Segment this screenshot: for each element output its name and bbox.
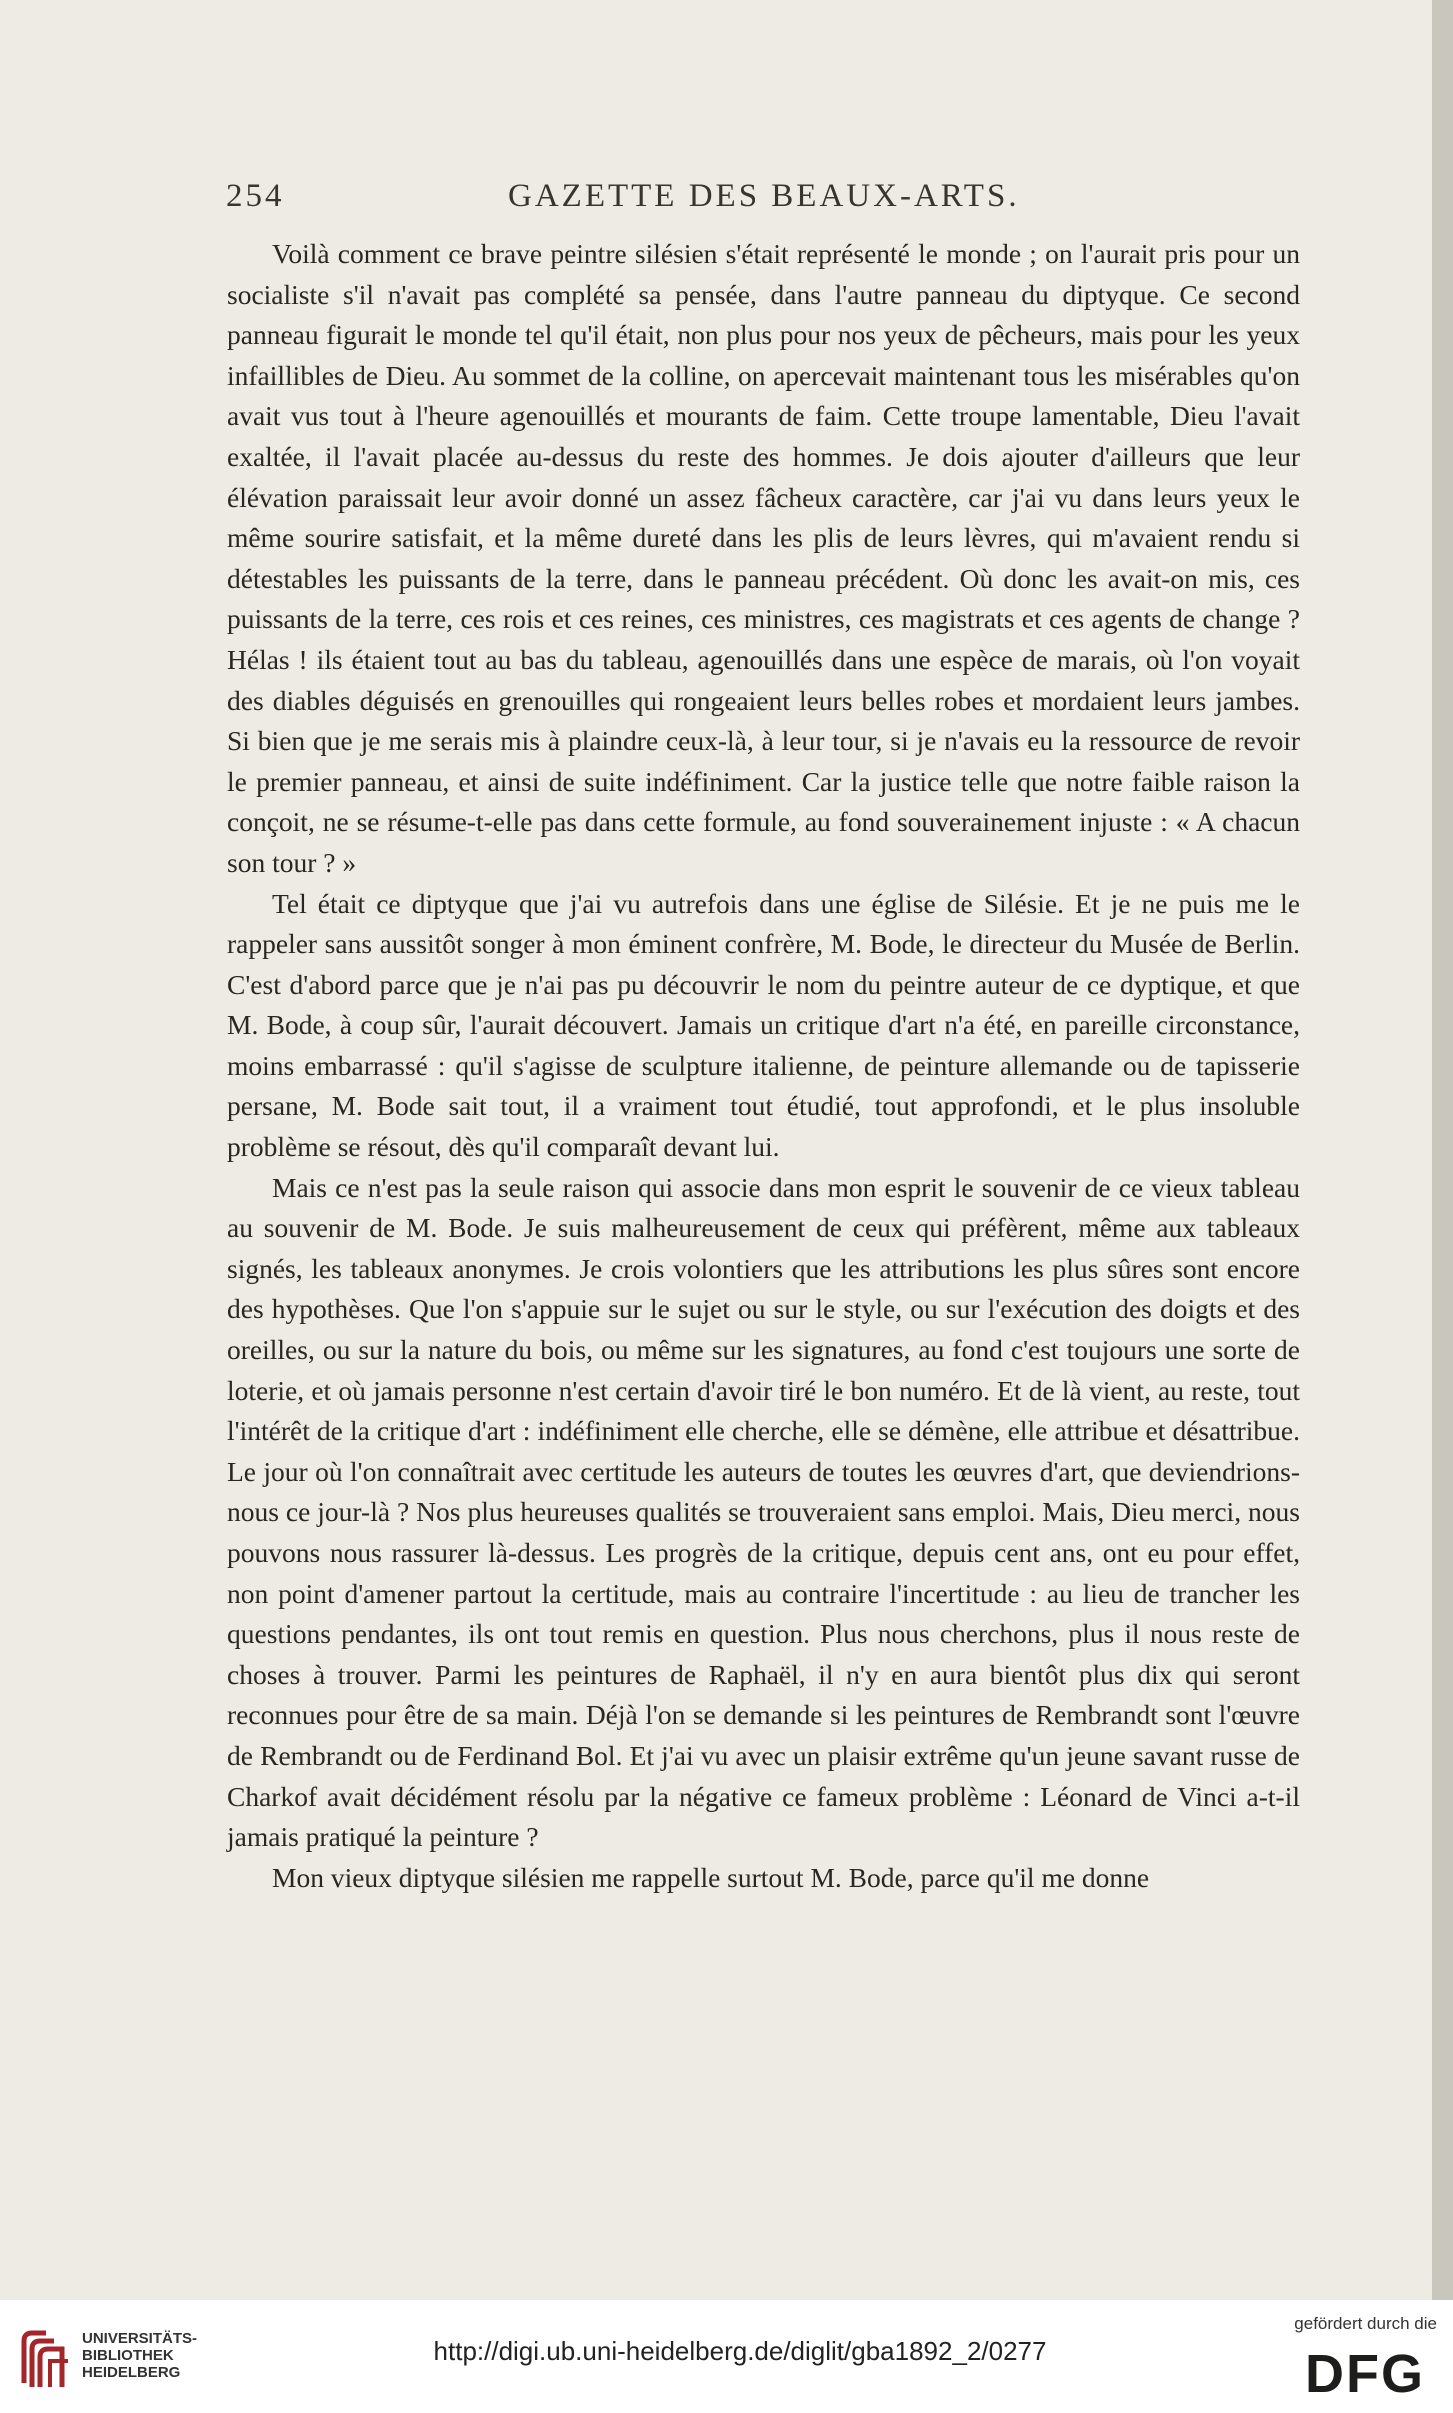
page-edge bbox=[1432, 0, 1453, 2300]
journal-title: GAZETTE DES BEAUX-ARTS. bbox=[508, 178, 1020, 214]
library-name-line: UNIVERSITÄTS- bbox=[82, 2330, 198, 2347]
article-body bbox=[227, 234, 1300, 1898]
library-name bbox=[82, 2330, 197, 2381]
footer-bar bbox=[0, 2300, 1453, 2413]
dfg-logo-text: DFG bbox=[1305, 2344, 1425, 2400]
permalink-url[interactable]: http://digi.ub.uni-heidelberg.de/diglit/gba1892_2/0277 bbox=[433, 2336, 1047, 2366]
library-name-line: HEIDELBERG bbox=[82, 2364, 181, 2381]
library-name-line: BIBLIOTHEK bbox=[82, 2347, 174, 2364]
paragraph: Mais ce n'est pas la seule raison qui associe dans mon esprit le souvenir de ce vieux tableau au souvenir de M. Bode. Je suis malheureusement de ceux qui préfèrent, même aux tableaux signés, les tableaux anonymes. Je crois volontiers que les attributions les plus sûres sont encore des hypothèses. Que l'on s'appuie sur le sujet ou sur le style, ou sur l'exécution des doigts et des oreilles, ou sur la nature du bois, ou même sur les signatures, au fond c'est toujours une sorte de loterie, et où jamais personne n'est certain d'avoir tiré le bon numéro. Et de là vient, au reste, tout l'intérêt de la critique d'art : indéfiniment elle cherche, elle se démène, elle attribue et désattribue. Le jour où l'on connaîtrait avec certitude les auteurs de toutes les œuvres d'art, que deviendrions-nous ce jour-là ? Nos plus heureuses qualités se trouveraient sans emploi. Mais, Dieu merci, nous pouvons nous rassurer là-dessus. Les progrès de la critique, depuis cent ans, ont eu pour effet, non point d'amener partout la certitude, mais au contraire l'incertitude : au lieu de trancher les questions pendantes, ils ont tout remis en question. Plus nous cherchons, plus il nous reste de choses à trouver. Parmi les peintures de Raphaël, il n'y en aura bientôt plus dix qui seront reconnues pour être de sa main. Déjà l'on se demande si les peintures de Rembrandt sont l'œuvre de Rembrandt ou de Ferdinand Bol. Et j'ai vu avec un plaisir extrême qu'un jeune savant russe de Charkof avait décidément résolu par la négative ce fameux problème : Léonard de Vinci a-t-il jamais pratiqué la peinture ? bbox=[227, 1171, 1300, 1853]
paragraph: Tel était ce diptyque que j'ai vu autrefois dans une église de Silésie. Et je ne puis me le rappeler sans aussitôt songer à mon éminent confrère, M. Bode, le directeur du Musée de Berlin. C'est d'abord parce que je n'ai pas pu découvrir le nom du peintre auteur de ce dyptique, et que M. Bode, à coup sûr, l'aurait découvert. Jamais un critique d'art n'a été, en pareille circonstance, moins embarrassé : qu'il s'agisse de sculpture italienne, de peinture allemande ou de tapisserie persane, M. Bode sait tout, il a vraiment tout étudié, tout approfondi, et le plus insoluble problème se résout, dès qu'il comparaît devant lui. bbox=[227, 887, 1300, 1163]
paragraph: Mon vieux diptyque silésien me rappelle surtout M. Bode, parce qu'il me donne bbox=[272, 1861, 1150, 1893]
running-header bbox=[226, 178, 1301, 228]
ub-heidelberg-logo-icon bbox=[16, 2327, 74, 2391]
sponsor-label: gefördert durch die bbox=[1294, 2314, 1437, 2333]
page-number: 254 bbox=[226, 178, 285, 214]
paragraph: Voilà comment ce brave peintre silésien s'était représenté le monde ; on l'aurait pris pour un socialiste s'il n'avait pas complété sa pensée, dans l'autre panneau du diptyque. Ce second panneau figurait le monde tel qu'il était, non plus pour nos yeux de pêcheurs, mais pour les yeux infaillibles de Dieu. Au sommet de la colline, on apercevait maintenant tous les misérables qu'on avait vus tout à l'heure agenouillés et mourants de faim. Cette troupe lamentable, Dieu l'avait exaltée, il l'avait placée au-dessus du reste des hommes. Je dois ajouter d'ailleurs que leur élévation paraissait leur avoir donné un assez fâcheux caractère, car j'ai vu dans leurs yeux le même sourire satisfait, et la même dureté dans les plis de leurs lèvres, qui m'avaient rendu si détestables les puissants de la terre, dans le panneau précédent. Où donc les avait-on mis, ces puissants de la terre, ces rois et ces reines, ces ministres, ces magistrats et ces agents de change ? Hélas ! ils étaient tout au bas du tableau, agenouillés dans une espèce de marais, où l'on voyait des diables déguisés en grenouilles qui rongeaient leurs belles robes et mordaient leurs jambes. Si bien que je me serais mis à plaindre ceux-là, à leur tour, si je n'avais eu la ressource de revoir le premier panneau, et ainsi de suite indéfiniment. Car la justice telle que notre faible raison la conçoit, ne se résume-t-elle pas dans cette formule, au fond souverainement injuste : « A chacun son tour ? » bbox=[227, 238, 1300, 878]
dfg-logo bbox=[1295, 2344, 1435, 2400]
